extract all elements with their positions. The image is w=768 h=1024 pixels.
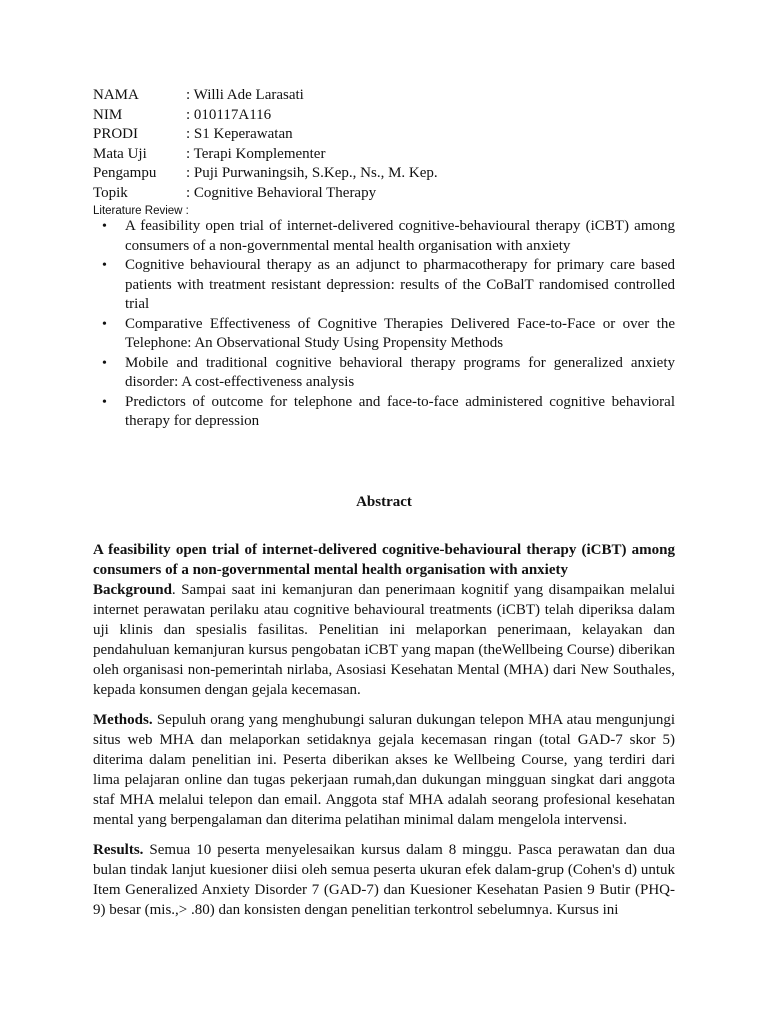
student-info (93, 86, 693, 203)
list-item-text: Comparative Effectiveness of Cognitive Therapies Delivered Face-to-Face or over the Telephone: An Observational Study Using Propensity Methods (125, 315, 675, 351)
info-row-mata-uji (93, 145, 693, 165)
info-label: Pengampu (93, 165, 157, 181)
list-item-text: Mobile and traditional cognitive behavioral therapy programs for generalized anxiety disorder: A cost-effectiveness analysis (125, 354, 675, 390)
results-label: Results. (93, 842, 144, 858)
methods-text: Sepuluh orang yang menghubungi saluran dukungan telepon MHA atau mengunjungi situs web MHA dan melaporkan setidaknya gejala kecemasan ringan (total GAD-7 skor 5) diterima dalam penelitian ini. Peserta diberikan akses ke Wellbeing Course, yang terdiri dari lima pelajaran online dan tugas pekerjaan rumah,dan dukungan mingguan singkat dari anggota staf MHA melalui telepon dan email. Anggota staf MHA adalah seorang profesional kesehatan mental yang berpengalaman dan diterima pelatihan minimal dalam mengelola intervensi. (93, 712, 675, 828)
methods-paragraph (93, 710, 675, 830)
bullet-icon: • (102, 316, 107, 332)
info-value: : Puji Purwaningsih, S.Kep., Ns., M. Kep. (186, 165, 438, 181)
info-label: Mata Uji (93, 145, 147, 162)
bullet-icon: • (102, 219, 107, 234)
abstract-title: Abstract (356, 494, 412, 510)
info-label: Topik (93, 184, 128, 201)
bullet-icon: • (102, 258, 107, 273)
abstract-body (93, 540, 675, 920)
bullet-icon: • (102, 355, 107, 371)
info-value: : S1 Keperawatan (186, 126, 293, 142)
info-value: : Willi Ade Larasati (186, 87, 304, 103)
info-value: : 010117A116 (186, 106, 272, 123)
info-row-nim (93, 106, 693, 126)
bullet-icon: • (102, 394, 107, 410)
list-item-text: A feasibility open trial of internet-delivered cognitive-behavioural therapy (iCBT) among consumers of a non-governmental mental health organisation with anxiety (125, 218, 675, 254)
info-label: PRODI (93, 126, 139, 142)
background-paragraph (93, 580, 675, 700)
list-item (93, 393, 675, 432)
info-row-topik (93, 184, 693, 204)
list-item (93, 354, 675, 393)
list-item (93, 256, 675, 315)
info-label: NIM (93, 106, 123, 123)
background-label: Background (93, 582, 172, 598)
info-label: NAMA (93, 87, 139, 103)
methods-label: Methods. (93, 712, 153, 728)
list-item-text: Predictors of outcome for telephone and face-to-face administered cognitive behavioral therapy for depression (125, 393, 675, 429)
info-row-prodi (93, 125, 693, 145)
info-value: : Cognitive Behavioral Therapy (186, 184, 377, 201)
list-item (93, 217, 675, 256)
info-row-nama (93, 86, 693, 106)
literature-review-title: Literature Review : (93, 205, 189, 217)
list-item-text: Cognitive behavioural therapy as an adjunct to pharmacotherapy for primary care based patients with treatment resistant depression: results of the CoBalT randomised controlled trial (125, 257, 675, 312)
info-value: : Terapi Komplementer (186, 145, 326, 162)
results-text: Semua 10 peserta menyelesaikan kursus dalam 8 minggu. Pasca perawatan dan dua bulan tindak lanjut kuesioner diisi oleh semua peserta ukuran efek dalam-grup (Cohen's d) untuk Item Generalized Anxiety Disorder 7 (GAD-7) dan Kuesioner Kesehatan Pasien 9 Butir (PHQ-9) besar (mis.,> .80) dan konsisten dengan penelitian terkontrol sebelumnya. Kursus ini (93, 842, 675, 918)
literature-review-list (93, 217, 675, 432)
abstract-heading: A feasibility open trial of internet-delivered cognitive-behavioural therapy (iCBT) among consumers of a non-governmental mental health organisation with anxiety (93, 542, 675, 578)
results-paragraph (93, 840, 675, 920)
list-item (93, 315, 675, 354)
info-row-pengampu (93, 164, 693, 184)
background-text: . Sampai saat ini kemanjuran dan penerimaan kognitif yang disampaikan melalui internet perawatan perilaku atau cognitive behavioural treatments (iCBT) telah diperiksa dalam uji klinis dan spesialis fasilitas. Penelitian ini melaporkan penerimaan, kelayakan dan pendahuluan kemanjuran kursus pengobatan iCBT yang mapan (theWellbeing Course) diberikan oleh organisasi non-pemerintah nirlaba, Asosiasi Kesehatan Mental (MHA) dari New Southales, kepada konsumen dengan gejala kecemasan. (93, 582, 675, 698)
